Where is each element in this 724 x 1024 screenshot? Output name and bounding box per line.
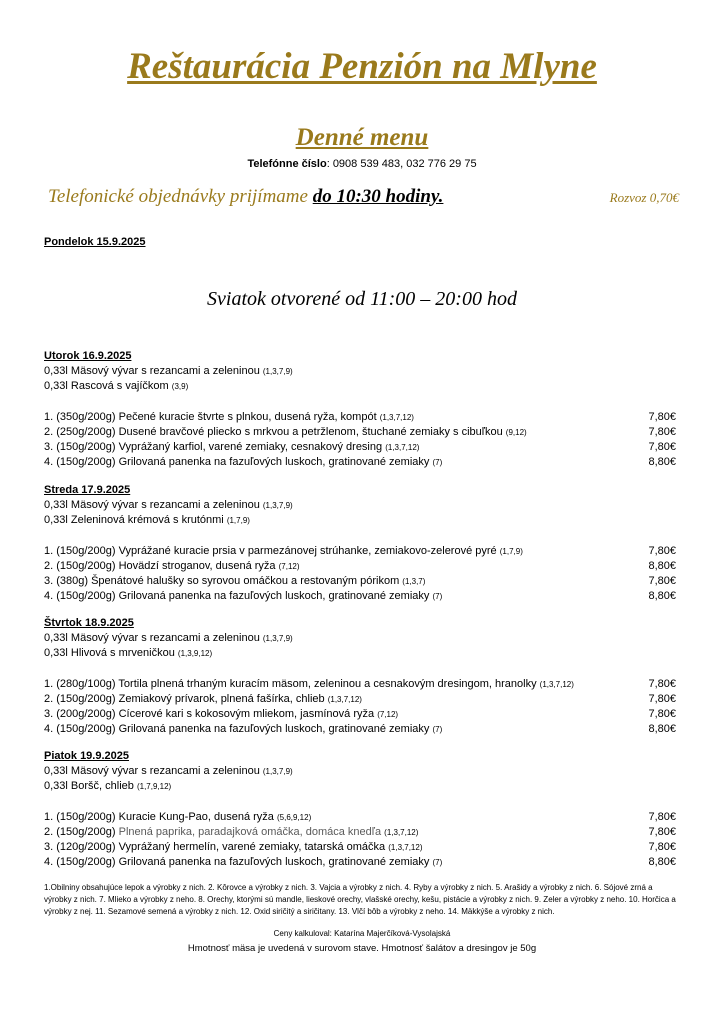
- meal-name: 2. (150g/200g) Hovädzí stroganov, dusená ryža: [44, 560, 276, 572]
- meal-name: 4. (150g/200g) Grilovaná panenka na fazuľových luskoch, gratinované zemiaky: [44, 723, 430, 735]
- soup-name: 0,33l Mäsový vývar s rezancami a zeleninou: [44, 765, 260, 777]
- meal-price: 8,80€: [648, 590, 676, 602]
- allergen-codes: (1,3,7,9): [262, 634, 293, 643]
- day-date: Piatok 19.9.2025: [44, 750, 130, 762]
- soup-item: [44, 779, 676, 794]
- orders-note: [48, 186, 443, 208]
- meal-price: 7,80€: [648, 575, 676, 587]
- meal-name: 4. (150g/200g) Grilovaná panenka na fazuľových luskoch, gratinované zemiaky: [44, 590, 430, 602]
- allergen-codes: (1,3,7,9): [262, 367, 293, 376]
- meal-name: 4. (150g/200g) Grilovaná panenka na fazuľových luskoch, gratinované zemiaky: [44, 456, 430, 468]
- allergen-codes: (3,9): [171, 382, 189, 391]
- allergen-codes: (7): [432, 458, 443, 467]
- meal-item: [44, 559, 676, 574]
- meal-name: Plnená paprika, paradajková omáčka, domáca knedľa: [118, 826, 382, 838]
- meal-prefix: 2. (150g/200g): [44, 826, 119, 838]
- soup-name: 0,33l Hlivová s mrveničkou: [44, 647, 175, 659]
- meal-price: 7,80€: [648, 693, 676, 705]
- soup-item: [44, 498, 676, 513]
- day-date: Streda 17.9.2025: [44, 484, 131, 496]
- allergen-codes: (1,3,7,12): [388, 843, 423, 852]
- meal-price: 8,80€: [648, 723, 676, 735]
- allergen-codes: (1,7,9): [226, 516, 250, 525]
- allergen-codes: (1,7,9,12): [136, 782, 172, 791]
- meal-price: 7,80€: [648, 426, 676, 438]
- meal-item: [44, 855, 676, 870]
- allergen-codes: (1,7,9): [499, 547, 523, 556]
- day-date: Štvrtok 18.9.2025: [44, 617, 134, 629]
- delivery-fee: Rozvoz 0,70€: [609, 190, 679, 205]
- allergen-codes: (1,3,9,12): [177, 649, 213, 658]
- allergen-codes: (7): [432, 725, 443, 734]
- meal-item: [44, 410, 676, 425]
- meal-price: 7,80€: [648, 441, 676, 453]
- meal-price: 7,80€: [648, 811, 676, 823]
- meal-price: 7,80€: [648, 841, 676, 853]
- meal-price: 8,80€: [648, 560, 676, 572]
- allergen-codes: (1,3,7,9): [262, 767, 293, 776]
- soup-item: [44, 764, 676, 779]
- meal-name: 3. (200g/200g) Cícerové kari s kokosovým mliekom, jasmínová ryža: [44, 708, 375, 720]
- allergen-codes: (1,3,7,12): [385, 443, 420, 452]
- meal-price: 7,80€: [648, 411, 676, 423]
- meal-name: 1. (350g/200g) Pečené kuracie štvrte s plnkou, dusená ryža, kompót: [44, 411, 377, 423]
- soup-item: [44, 513, 676, 528]
- meal-item: [44, 677, 676, 692]
- holiday-note: Sviatok otvorené od 11:00 – 20:00 hod: [207, 288, 517, 310]
- meal-item: [44, 840, 676, 855]
- meal-item: [44, 455, 676, 470]
- allergen-codes: (7,12): [377, 710, 399, 719]
- meal-item: [44, 825, 676, 840]
- allergen-codes: (7,12): [278, 562, 300, 571]
- allergen-codes: (9,12): [505, 428, 527, 437]
- meal-price: 7,80€: [648, 708, 676, 720]
- meal-price: 8,80€: [648, 856, 676, 868]
- meal-name: 1. (280g/100g) Tortila plnená trhaným kuracím mäsom, zeleninou a cesnakovým dresingom, hranolky: [44, 678, 537, 690]
- meal-name: 4. (150g/200g) Grilovaná panenka na fazuľových luskoch, gratinované zemiaky: [44, 856, 430, 868]
- soup-item: [44, 646, 676, 661]
- phone-numbers: : 0908 539 483, 032 776 29 75: [326, 158, 477, 170]
- orders-prefix: Telefonické objednávky prijímame: [48, 186, 313, 207]
- meal-item: [44, 692, 676, 707]
- allergen-codes: (1,3,7,12): [539, 680, 574, 689]
- allergen-codes: (1,3,7): [402, 577, 426, 586]
- meal-price: 7,80€: [648, 678, 676, 690]
- meal-price: 8,80€: [648, 456, 676, 468]
- allergen-codes: (1,3,7,12): [327, 695, 362, 704]
- meal-item: [44, 707, 676, 722]
- meal-item: [44, 425, 676, 440]
- restaurant-name: Reštaurácia Penzión na Mlyne: [127, 46, 597, 87]
- soup-name: 0,33l Rascová s vajíčkom: [44, 380, 169, 392]
- soup-name: 0,33l Mäsový vývar s rezancami a zeleninou: [44, 499, 260, 511]
- soup-item: [44, 631, 676, 646]
- day-thursday: [44, 616, 676, 737]
- allergen-codes: (5,6,9,12): [277, 813, 312, 822]
- soup-item: [44, 364, 676, 379]
- meal-name: 3. (150g/200g) Vyprážaný karfiol, varené zemiaky, cesnakový dresing: [44, 441, 383, 453]
- meal-item: [44, 589, 676, 604]
- day-wednesday: [44, 483, 676, 604]
- day-friday: [44, 749, 676, 870]
- meal-name: 1. (150g/200g) Vyprážané kuracie prsia v parmezánovej strúhanke, zemiakovo-zelerové pyré: [44, 545, 497, 557]
- allergen-codes: (1,3,7,9): [262, 501, 293, 510]
- meal-item: [44, 722, 676, 737]
- meal-item: [44, 574, 676, 589]
- soup-name: 0,33l Mäsový vývar s rezancami a zeleninou: [44, 632, 260, 644]
- meal-name: 1. (150g/200g) Kuracie Kung-Pao, dusená ryža: [44, 811, 274, 823]
- meal-name: 3. (380g) Špenátové halušky so syrovou omáčkou a restovaným pórikom: [44, 575, 400, 587]
- allergen-codes: (7): [432, 858, 443, 867]
- meal-name: 2. (150g/200g) Zemiakový prívarok, plnená fašírka, chlieb: [44, 693, 325, 705]
- meal-name: 3. (120g/200g) Vyprážaný hermelín, varené zemiaky, tatarská omáčka: [44, 841, 386, 853]
- soup-name: 0,33l Boršč, chlieb: [44, 780, 134, 792]
- phone-label: Telefónne číslo: [247, 158, 327, 170]
- allergen-codes: (7): [432, 592, 443, 601]
- meal-price: 7,80€: [648, 545, 676, 557]
- meal-item: [44, 440, 676, 455]
- meal-item: [44, 544, 676, 559]
- menu-title: Denné menu: [295, 124, 429, 151]
- day-tuesday: [44, 349, 676, 470]
- monday-date: Pondelok 15.9.2025: [44, 236, 146, 248]
- meal-name: 2. (250g/200g) Dusené bravčové pliecko s mrkvou a petržlenom, štuchané zemiaky s cibuľkou: [44, 426, 503, 438]
- allergen-codes: (1,3,7,12): [379, 413, 414, 422]
- allergen-codes: (1,3,7,12): [384, 828, 419, 837]
- meal-price: 7,80€: [648, 826, 676, 838]
- phone-line: [0, 158, 724, 170]
- soup-item: [44, 379, 676, 394]
- price-calculator-credit: Ceny kalkuloval: Katarína Majerčíková-Vysolajská: [273, 929, 451, 938]
- weight-note: Hmotnosť mäsa je uvedená v surovom stave. Hmotnosť šalátov a dresingov je 50g: [187, 943, 537, 954]
- soup-name: 0,33l Mäsový vývar s rezancami a zeleninou: [44, 365, 260, 377]
- day-date: Utorok 16.9.2025: [44, 350, 132, 362]
- orders-deadline: do 10:30 hodiny.: [312, 186, 444, 207]
- allergen-legend: 1.Obilniny obsahujúce lepok a výrobky z nich. 2. Kôrovce a výrobky z nich. 3. Vajcia a výrobky z nich. 4. Ryby a výrobky z nich. 5. Arašidy a výrobky z nich. 6. Sójové zrná a výrobky z nich. 7. Mlieko a výrobky z neho. 8. Orechy, ktorými sú mandle, lieskové orechy, vlašské orechy, kešu, pistácie a výrobky z nich. 9. Zeler a výrobky z neho. 10. Horčica a výrobky z nej. 11. Sezamové semená a výrobky z nich. 12. Oxid siričitý a siričitany. 13. Vlčí bôb a výrobky z neho. 14. Mäkkýše a výrobky z nich.: [44, 883, 676, 916]
- soup-name: 0,33l Zeleninová krémová s krutónmi: [44, 514, 224, 526]
- meal-item: [44, 810, 676, 825]
